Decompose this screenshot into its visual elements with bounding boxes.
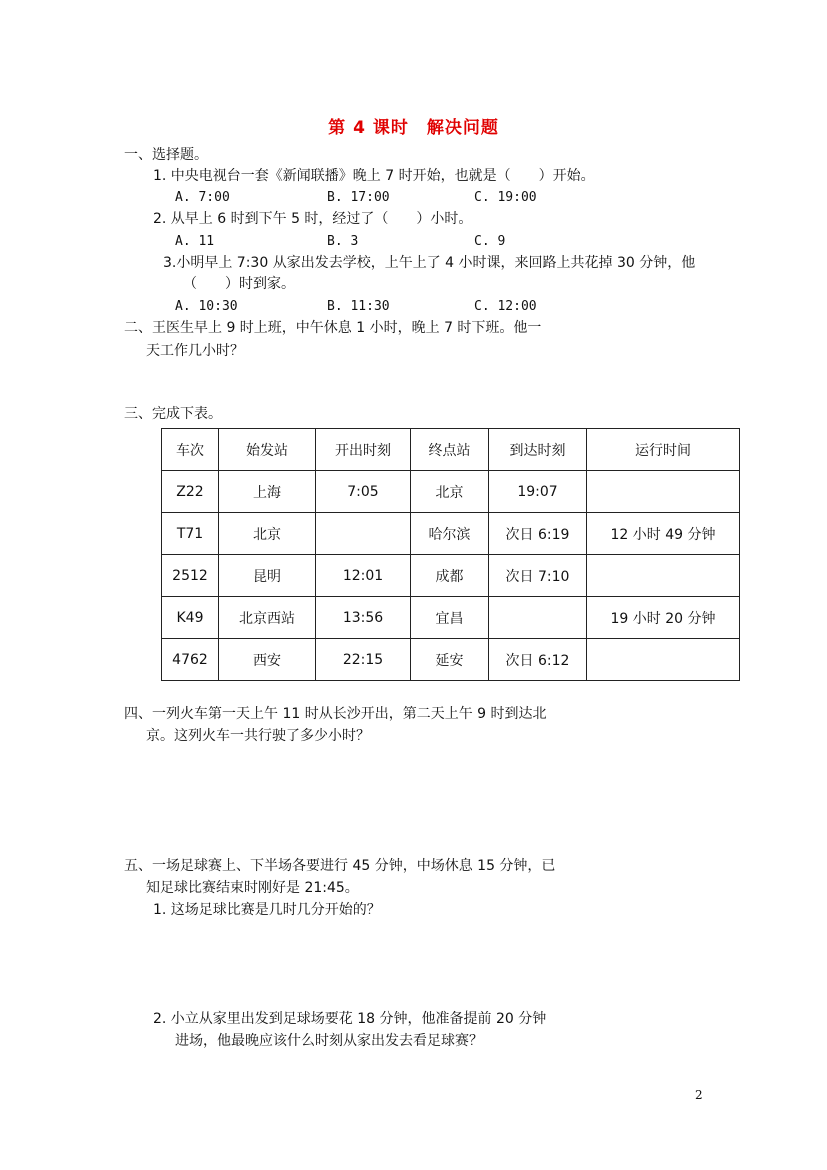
table-cell: 北京西站 (219, 597, 316, 639)
section-1-heading: 一、选择题。 (124, 147, 208, 163)
table-cell: 昆明 (219, 555, 316, 597)
table-header-cell: 始发站 (219, 429, 316, 471)
table-cell: 北京 (219, 513, 316, 555)
table-cell-blank[interactable] (587, 639, 740, 681)
q1-2-option-a: A. 11 (175, 234, 215, 249)
table-header-cell: 到达时刻 (489, 429, 587, 471)
q1-1-option-b: B. 17:00 (327, 190, 390, 205)
q1-2-option-c: C. 9 (474, 234, 506, 249)
table-cell-blank[interactable] (316, 513, 411, 555)
table-cell: 北京 (411, 471, 489, 513)
table-header-cell: 终点站 (411, 429, 489, 471)
table-row (162, 513, 740, 555)
page-number: 2 (695, 1088, 703, 1102)
table-cell: 次日 7:10 (489, 555, 587, 597)
q1-3-option-b: B. 11:30 (327, 299, 390, 314)
q1-1-option-c: C. 19:00 (474, 190, 537, 205)
table-cell: 19 小时 20 分钟 (587, 597, 740, 639)
table-header-row (162, 429, 740, 471)
table-cell: 成都 (411, 555, 489, 597)
table-cell: K49 (162, 597, 219, 639)
question-1-3-line-2: （ ）时到家。 (183, 276, 295, 292)
table-row (162, 639, 740, 681)
train-schedule-table (161, 428, 740, 681)
table-cell-blank[interactable] (587, 555, 740, 597)
question-1-1: 1. 中央电视台一套《新闻联播》晚上 7 时开始，也就是（ ）开始。 (153, 168, 595, 184)
table-cell: 7:05 (316, 471, 411, 513)
table-cell: 19:07 (489, 471, 587, 513)
section-5-question-2-line-2: 进场，他最晚应该什么时刻从家出发去看足球赛？ (175, 1033, 483, 1049)
table-header-cell: 运行时间 (587, 429, 740, 471)
q1-3-option-c: C. 12:00 (474, 299, 537, 314)
table-row (162, 555, 740, 597)
section-4-line-1: 四、一列火车第一天上午 11 时从长沙开出，第二天上午 9 时到达北 (124, 706, 547, 722)
table-header-cell: 车次 (162, 429, 219, 471)
table-cell: 12:01 (316, 555, 411, 597)
section-5-question-2-line-1: 2. 小立从家里出发到足球场要花 18 分钟，他准备提前 20 分钟 (153, 1011, 547, 1027)
table-cell: 西安 (219, 639, 316, 681)
question-1-2: 2. 从早上 6 时到下午 5 时，经过了（ ）小时。 (153, 211, 473, 227)
q1-2-option-b: B. 3 (327, 234, 359, 249)
table-cell: Z22 (162, 471, 219, 513)
table-cell: 次日 6:12 (489, 639, 587, 681)
section-5-line-1: 五、一场足球赛上、下半场各要进行 45 分钟，中场休息 15 分钟，已 (124, 858, 556, 874)
q1-1-option-a: A. 7:00 (175, 190, 230, 205)
table-row (162, 597, 740, 639)
table-cell: 13:56 (316, 597, 411, 639)
table-cell-blank[interactable] (587, 471, 740, 513)
section-2-line-1: 二、王医生早上 9 时上班，中午休息 1 小时，晚上 7 时下班。他一 (124, 320, 542, 336)
table-cell: 22:15 (316, 639, 411, 681)
question-1-3-line-1: 3.小明早上 7:30 从家出发去学校，上午上了 4 小时课，来回路上共花掉 30 分钟，他 (163, 255, 696, 271)
table-cell: 延安 (411, 639, 489, 681)
table-cell: 哈尔滨 (411, 513, 489, 555)
table-cell: T71 (162, 513, 219, 555)
section-4-line-2: 京。这列火车一共行驶了多少小时？ (146, 728, 370, 744)
section-3-heading: 三、完成下表。 (124, 406, 222, 422)
table-cell: 次日 6:19 (489, 513, 587, 555)
section-5-question-1: 1. 这场足球比赛是几时几分开始的？ (153, 902, 381, 918)
page-title: 第 4 课时 解决问题 (328, 118, 499, 138)
table-cell: 上海 (219, 471, 316, 513)
table-cell: 4762 (162, 639, 219, 681)
table-cell: 宜昌 (411, 597, 489, 639)
table-cell: 12 小时 49 分钟 (587, 513, 740, 555)
section-5-line-2: 知足球比赛结束时刚好是 21:45。 (146, 880, 359, 896)
q1-3-option-a: A. 10:30 (175, 299, 238, 314)
section-2-line-2: 天工作几小时？ (146, 343, 244, 359)
table-cell: 2512 (162, 555, 219, 597)
table-row (162, 471, 740, 513)
table-cell-blank[interactable] (489, 597, 587, 639)
table-header-cell: 开出时刻 (316, 429, 411, 471)
